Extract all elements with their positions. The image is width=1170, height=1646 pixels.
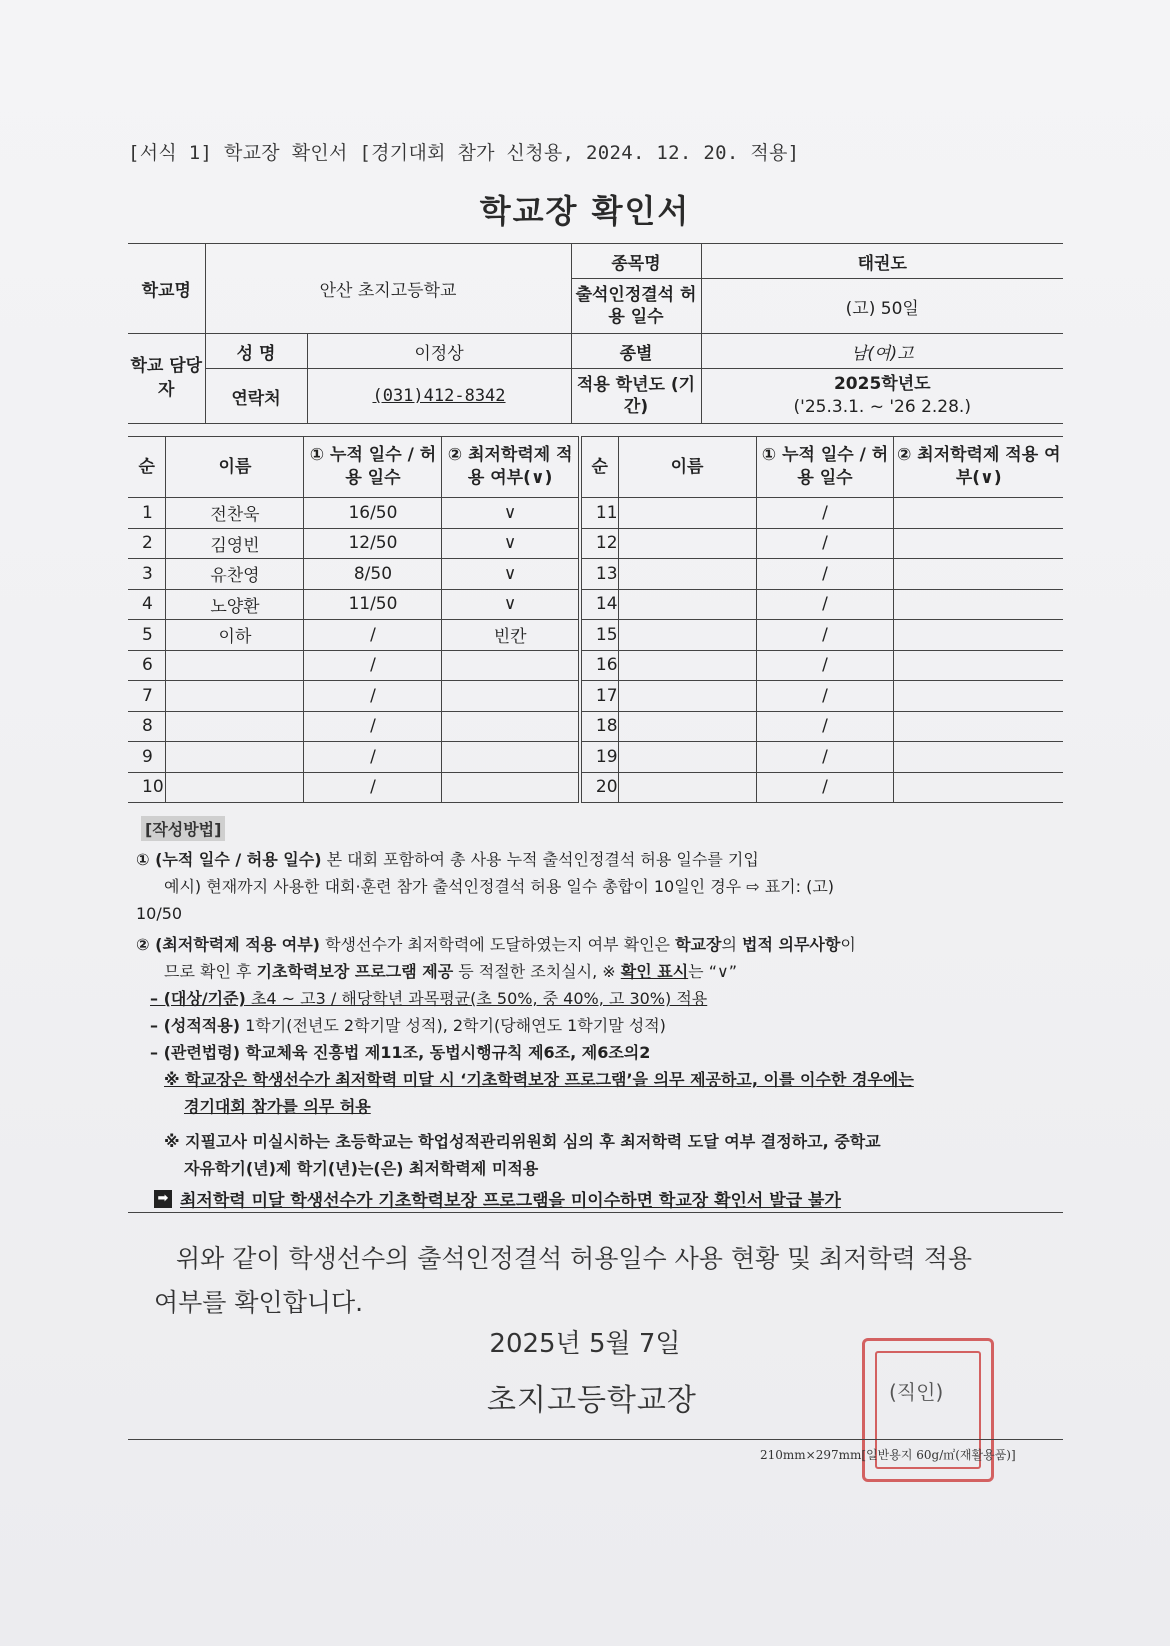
row-flag [894, 559, 1063, 590]
row-days: 11/50 [304, 589, 442, 620]
row-days: 8/50 [304, 559, 442, 590]
guide-target-text: 초4 ~ 고3 / 해당학년 과목평균(초 50%, 중 40%, 고 30%) 적용 [245, 989, 708, 1008]
row-days: / [756, 772, 894, 803]
row-days: / [756, 681, 894, 712]
row-seq: 7 [128, 681, 166, 712]
row-name: 전찬욱 [166, 498, 304, 529]
row-days: / [756, 711, 894, 742]
row-flag [442, 742, 580, 773]
table-row [128, 742, 1063, 773]
row-flag: ∨ [442, 589, 580, 620]
row-name [618, 681, 756, 712]
row-flag [894, 620, 1063, 651]
row-name [618, 589, 756, 620]
row-seq: 9 [128, 742, 166, 773]
row-flag [894, 650, 1063, 681]
year-label: 적용 학년도 (기간) [571, 369, 701, 424]
row-days: 16/50 [304, 498, 442, 529]
row-flag: ∨ [442, 498, 580, 529]
confirmation-line-2: 여부를 확인합니다. [154, 1288, 364, 1317]
flag-header-right: ② 최저학력제 적용 여부(∨) [894, 437, 1063, 498]
row-name [166, 681, 304, 712]
school-name-label: 학교명 [128, 244, 205, 334]
row-seq: 11 [580, 498, 618, 529]
row-flag [894, 772, 1063, 803]
guide-legal-duty: 법적 의무사항 [742, 935, 841, 954]
row-flag: ∨ [442, 528, 580, 559]
allowed-days-label: 출석인정결석 허용 일수 [571, 279, 701, 334]
gender-value: 남(여)고 [701, 334, 1063, 369]
manager-label: 학교 담당자 [128, 334, 205, 424]
footer-divider [128, 1439, 1063, 1440]
row-seq: 12 [580, 528, 618, 559]
row-flag [894, 528, 1063, 559]
gender-label: 종별 [571, 334, 701, 369]
guide-item-1-title: ① (누적 일수 / 허용 일수) [136, 850, 322, 869]
row-flag: 빈칸 [442, 620, 580, 651]
guide-note-1-line1: ※ 학교장은 학생선수가 최저학력 미달 시 ‘기초학력보장 프로그램’을 의무 제공하고, 이를 이수한 경우에는 [164, 1070, 914, 1089]
guide-note-1-line2: 경기대회 참가를 의무 허용 [184, 1097, 371, 1116]
table-row [128, 711, 1063, 742]
guide-grades [136, 1012, 1056, 1039]
student-table [128, 436, 1063, 803]
row-days: / [756, 620, 894, 651]
contact-cell [307, 369, 571, 424]
table-row [128, 589, 1063, 620]
guide-item-2-line2 [136, 958, 1056, 985]
days-header-right: ① 누적 일수 / 허용 일수 [756, 437, 894, 498]
table-row [128, 528, 1063, 559]
row-name [166, 650, 304, 681]
guide-target-title: – (대상/기준) [150, 989, 246, 1008]
row-name [618, 742, 756, 773]
row-flag [442, 681, 580, 712]
guide-item-2-text-c: 이 [840, 935, 856, 954]
guide-law [136, 1039, 1056, 1066]
row-name: 유찬영 [166, 559, 304, 590]
row-seq: 19 [580, 742, 618, 773]
row-flag [894, 589, 1063, 620]
row-seq: 16 [580, 650, 618, 681]
row-flag [894, 711, 1063, 742]
method-label: [작성방법] [141, 816, 225, 841]
arrow-box-icon: ➡ [154, 1190, 172, 1208]
row-name [166, 711, 304, 742]
year-value: 2025학년도 [833, 374, 931, 395]
guide-item-2-text-b: 의 [721, 935, 743, 954]
name-label: 성 명 [205, 334, 307, 369]
seq-header-right: 순 [580, 437, 618, 498]
row-name: 이하 [166, 620, 304, 651]
guide-note-2-line2: 자유학기(년)제 학기(년)는(은) 최저학력제 미적용 [184, 1159, 539, 1178]
guide-item-2-line2-a: 므로 확인 후 [164, 962, 257, 981]
guide-note-2-line1: ※ 지필고사 미실시하는 초등학교는 학업성적관리위원회 심의 후 최저학력 도달 여부 결정하고, 중학교 [164, 1132, 881, 1151]
issue-date: 2025년 5월 7일 [489, 1329, 681, 1359]
seal-label: (직인) [889, 1380, 944, 1404]
notice-text: 최저학력 미달 학생선수가 기초학력보장 프로그램을 미이수하면 학교장 확인서 발급 불가 [180, 1191, 841, 1211]
event-label: 종목명 [571, 244, 701, 279]
contact-label: 연락처 [205, 369, 307, 424]
row-seq: 8 [128, 711, 166, 742]
row-seq: 18 [580, 711, 618, 742]
row-name [618, 620, 756, 651]
row-flag [894, 681, 1063, 712]
flag-header-left: ② 최저학력제 적용 여부(∨) [442, 437, 580, 498]
row-name: 김영빈 [166, 528, 304, 559]
year-cell [701, 369, 1063, 424]
row-seq: 13 [580, 559, 618, 590]
paper-spec: 210mm×297mm[일반용지 60g/㎡(재활용품)] [760, 1448, 1016, 1462]
name-header-left: 이름 [166, 437, 304, 498]
writing-guide [136, 846, 1056, 1182]
table-row [128, 681, 1063, 712]
row-name [166, 772, 304, 803]
confirmation-text [154, 1237, 1056, 1325]
row-seq: 15 [580, 620, 618, 651]
guide-item-2 [136, 931, 1056, 958]
guide-item-2-line2-c: 는 “∨” [688, 962, 737, 981]
row-seq: 5 [128, 620, 166, 651]
row-days: / [304, 650, 442, 681]
row-name [618, 772, 756, 803]
row-flag [442, 650, 580, 681]
guide-program: 기초학력보장 프로그램 제공 [256, 962, 454, 981]
guide-law-text: 학교체육 진흥법 제11조, 동법시행규칙 제6조, 제6조의2 [240, 1043, 651, 1062]
manager-name: 이정상 [307, 334, 571, 369]
school-info-table [128, 243, 1063, 424]
confirmation-line-1: 위와 같이 학생선수의 출석인정결석 허용일수 사용 현황 및 최저학력 적용 [176, 1244, 973, 1273]
guide-item-1-example-value: 10/50 [136, 904, 183, 923]
form-caption: [서식 1] 학교장 확인서 [경기대회 참가 신청용, 2024. 12. 20. 적용] [128, 142, 800, 164]
row-name [618, 559, 756, 590]
days-header-left: ① 누적 일수 / 허용 일수 [304, 437, 442, 498]
table-row [128, 772, 1063, 803]
year-period: ('25.3.1. ~ '26 2.28.) [793, 397, 971, 417]
row-flag [442, 772, 580, 803]
table-row [128, 498, 1063, 529]
row-flag: ∨ [442, 559, 580, 590]
row-seq: 6 [128, 650, 166, 681]
guide-target [136, 985, 1056, 1012]
document-title: 학교장 확인서 [479, 192, 691, 230]
row-name [618, 650, 756, 681]
row-flag [894, 742, 1063, 773]
row-days: / [304, 742, 442, 773]
guide-law-title: – (관련법령) [150, 1043, 241, 1062]
row-seq: 2 [128, 528, 166, 559]
row-flag [442, 711, 580, 742]
row-days: / [304, 620, 442, 651]
row-seq: 20 [580, 772, 618, 803]
table-row [128, 650, 1063, 681]
event-value: 태권도 [701, 244, 1063, 279]
school-name: 안산 초지고등학교 [205, 244, 571, 334]
row-name: 노양환 [166, 589, 304, 620]
notice-line [154, 1186, 841, 1211]
row-seq: 4 [128, 589, 166, 620]
divider [128, 1212, 1063, 1213]
seq-header-left: 순 [128, 437, 166, 498]
guide-item-2-text-a: 학생선수가 최저학력에 도달하였는지 여부 확인은 [320, 935, 676, 954]
row-seq: 10 [128, 772, 166, 803]
row-days: / [756, 498, 894, 529]
row-name [166, 742, 304, 773]
row-seq: 3 [128, 559, 166, 590]
guide-item-1-example: 예시) 현재까지 사용한 대회·훈련 참가 출석인정결석 허용 일수 총합이 10일인 경우 ⇨ 표기: (고) [164, 877, 835, 896]
row-days: / [756, 559, 894, 590]
row-days: / [756, 589, 894, 620]
row-days: / [756, 742, 894, 773]
row-flag [894, 498, 1063, 529]
row-seq: 1 [128, 498, 166, 529]
guide-grades-text: 1학기(전년도 2학기말 성적), 2학기(당해연도 1학기말 성적) [240, 1016, 666, 1035]
allowed-days-value: (고) 50일 [701, 279, 1063, 334]
row-name [618, 528, 756, 559]
row-seq: 17 [580, 681, 618, 712]
principal-title: 초지고등학교장 [487, 1383, 697, 1418]
row-days: / [756, 528, 894, 559]
contact-value: (031)412-8342 [372, 386, 506, 406]
name-header-right: 이름 [618, 437, 756, 498]
row-days: 12/50 [304, 528, 442, 559]
guide-item-1 [136, 846, 1056, 873]
row-days: / [756, 650, 894, 681]
guide-item-2-title: ② (최저학력제 적용 여부) [136, 935, 320, 954]
guide-check-mark: 확인 표시 [620, 962, 689, 981]
row-days: / [304, 681, 442, 712]
row-name [618, 711, 756, 742]
student-rows [128, 498, 1063, 803]
guide-item-1-text: 본 대회 포함하여 총 사용 누적 출석인정결석 허용 일수를 기입 [321, 850, 759, 869]
guide-principal: 학교장 [675, 935, 722, 954]
row-name [618, 498, 756, 529]
row-days: / [304, 711, 442, 742]
table-row [128, 620, 1063, 651]
guide-item-2-line2-b: 등 적절한 조치실시, ※ [453, 962, 621, 981]
row-seq: 14 [580, 589, 618, 620]
guide-grades-title: – (성적적용) [150, 1016, 241, 1035]
row-days: / [304, 772, 442, 803]
table-row [128, 559, 1063, 590]
